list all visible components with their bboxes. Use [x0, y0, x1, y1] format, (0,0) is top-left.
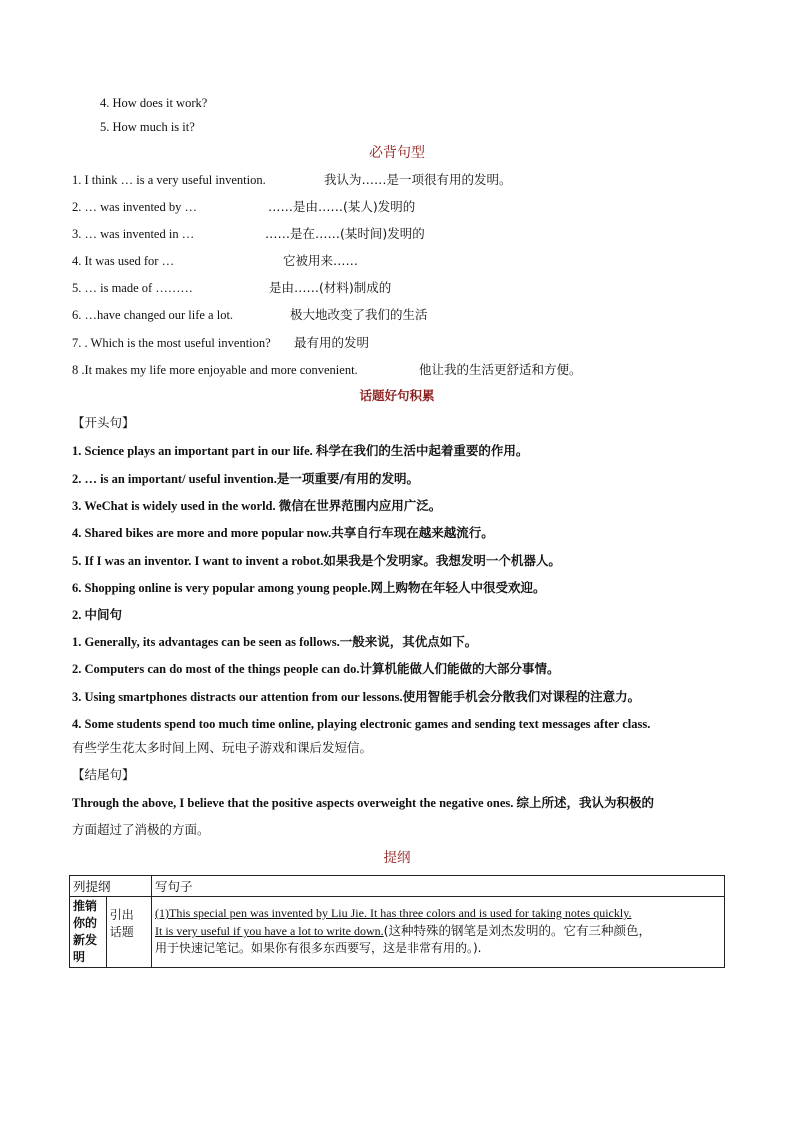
must-row-en: 3. … was invented in …	[72, 227, 195, 241]
opening-row-5	[72, 552, 561, 570]
must-row-8	[72, 361, 582, 379]
outline-line-1: (1)This special pen was invented by Liu Jie. It has three colors and is used for taking notes quickly.	[155, 906, 632, 920]
outline-row-label	[70, 897, 107, 968]
ending-en: Through the above, I believe that the positive aspects overweight the negative ones.	[72, 796, 514, 810]
opening-row-1	[72, 442, 528, 460]
opening-label: 【开头句】	[72, 415, 135, 430]
must-row-6	[72, 306, 428, 324]
must-row-4	[72, 252, 359, 270]
question-4: 4. How does it work?	[100, 96, 208, 110]
outline-line-2-cn: (这种特殊的钢笔是刘杰发明的。它有三种颜色，	[383, 923, 652, 938]
must-row-7	[72, 334, 370, 352]
outline-row-label-line: 明	[73, 950, 86, 964]
outline-row-label-line: 你的	[73, 916, 98, 930]
opening-cn: 共享自行车现在越来越流行。	[331, 525, 494, 540]
opening-row-3	[72, 497, 441, 515]
middle-row-3	[72, 688, 640, 706]
must-row-cn: 最有用的发明	[294, 335, 370, 350]
must-row-cn: 他让我的生活更舒适和方便。	[419, 362, 582, 377]
middle-en: 3. Using smartphones distracts our attention from our lessons.	[72, 690, 403, 704]
section-title-must: 必背句型	[369, 145, 425, 161]
opening-en: 2. … is an important/ useful invention.	[72, 472, 277, 486]
middle-label: 2. 中间句	[72, 608, 123, 622]
must-row-en: 1. I think … is a very useful invention.	[72, 173, 266, 187]
outline-sub-label-line: 话题	[109, 925, 134, 939]
opening-en: 1. Science plays an important part in our life.	[72, 444, 313, 458]
opening-en: 5. If I was an inventor. I want to invent a robot.	[72, 554, 324, 568]
outline-header-row	[70, 876, 725, 897]
must-row-cn: 是由……(材料)制成的	[269, 280, 392, 295]
opening-en: 3. WeChat is widely used in the world.	[72, 499, 276, 513]
ending-row	[72, 794, 654, 812]
must-row-cn: 它被用来……	[283, 253, 359, 268]
opening-row-6	[72, 579, 545, 597]
must-row-en: 4. It was used for …	[72, 254, 175, 268]
outline-title: 提纲	[383, 850, 411, 866]
outline-table	[69, 875, 725, 968]
question-5: 5. How much is it?	[100, 120, 195, 134]
opening-cn: 如果我是个发明家。我想发明一个机器人。	[323, 553, 561, 568]
must-row-2	[72, 198, 416, 216]
middle-cn: 一般来说，其优点如下。	[339, 634, 478, 649]
outline-col1-header: 列提纲	[70, 876, 152, 897]
outline-line-3: 用于快速记笔记。如果你有很多东西要写，这是非常有用的。).	[155, 941, 482, 955]
ending-row-cn: 方面超过了消极的方面。	[72, 822, 210, 837]
must-row-cn: ……是由……(某人)发明的	[268, 199, 416, 214]
must-row-cn: 极大地改变了我们的生活	[290, 307, 428, 322]
outline-col2-header: 写句子	[152, 876, 725, 897]
opening-cn: 科学在我们的生活中起着重要的作用。	[315, 443, 529, 458]
must-row-1	[72, 171, 512, 189]
middle-row-4-en: 4. Some students spend too much time online, playing electronic games and sending text messages after class.	[72, 717, 651, 731]
outline-sub-label	[106, 897, 151, 968]
opening-cn: 微信在世界范围内应用广泛。	[278, 498, 442, 513]
outline-row-label-line: 新发	[73, 933, 98, 947]
middle-row-2	[72, 660, 560, 678]
must-row-cn: ……是在……(某时间)发明的	[265, 226, 425, 241]
opening-row-4	[72, 524, 494, 542]
ending-cn: 综上所述，我认为积极的	[516, 795, 655, 810]
must-row-en: 2. … was invented by …	[72, 200, 197, 214]
opening-en: 4. Shared bikes are more and more popular now.	[72, 526, 332, 540]
middle-en: 2. Computers can do most of the things people can do.	[72, 662, 360, 676]
opening-cn: 是一项重要/有用的发明。	[276, 471, 419, 486]
middle-row-1	[72, 633, 477, 651]
must-row-en: 5. … is made of ………	[72, 281, 193, 295]
middle-cn: 使用智能手机会分散我们对课程的注意力。	[402, 689, 641, 704]
must-row-en: 6. …have changed our life a lot.	[72, 308, 234, 322]
must-row-5	[72, 279, 392, 297]
outline-body-row	[70, 897, 725, 968]
ending-label: 【结尾句】	[72, 767, 135, 782]
must-row-3	[72, 225, 425, 243]
must-row-en: 7. . Which is the most useful invention?	[72, 336, 271, 350]
middle-cn: 计算机能做人们能做的大部分事情。	[359, 661, 560, 676]
section-title-good: 话题好句积累	[359, 388, 435, 403]
opening-en: 6. Shopping online is very popular among young people.	[72, 581, 371, 595]
opening-cn: 网上购物在年轻人中很受欢迎。	[370, 580, 546, 595]
outline-line-2-en: It is very useful if you have a lot to write down.	[155, 924, 384, 938]
outline-sentences	[152, 897, 725, 968]
outline-row-label-line: 推销	[73, 899, 98, 913]
must-row-en: 8 .It makes my life more enjoyable and more convenient.	[72, 363, 358, 377]
must-row-cn: 我认为……是一项很有用的发明。	[324, 172, 512, 187]
outline-sub-label-line: 引出	[109, 908, 134, 922]
outline-line-2	[155, 922, 721, 940]
middle-en: 1. Generally, its advantages can be seen as follows.	[72, 635, 340, 649]
opening-row-2	[72, 470, 419, 488]
middle-row-4-cn: 有些学生花太多时间上网、玩电子游戏和课后发短信。	[72, 740, 373, 755]
